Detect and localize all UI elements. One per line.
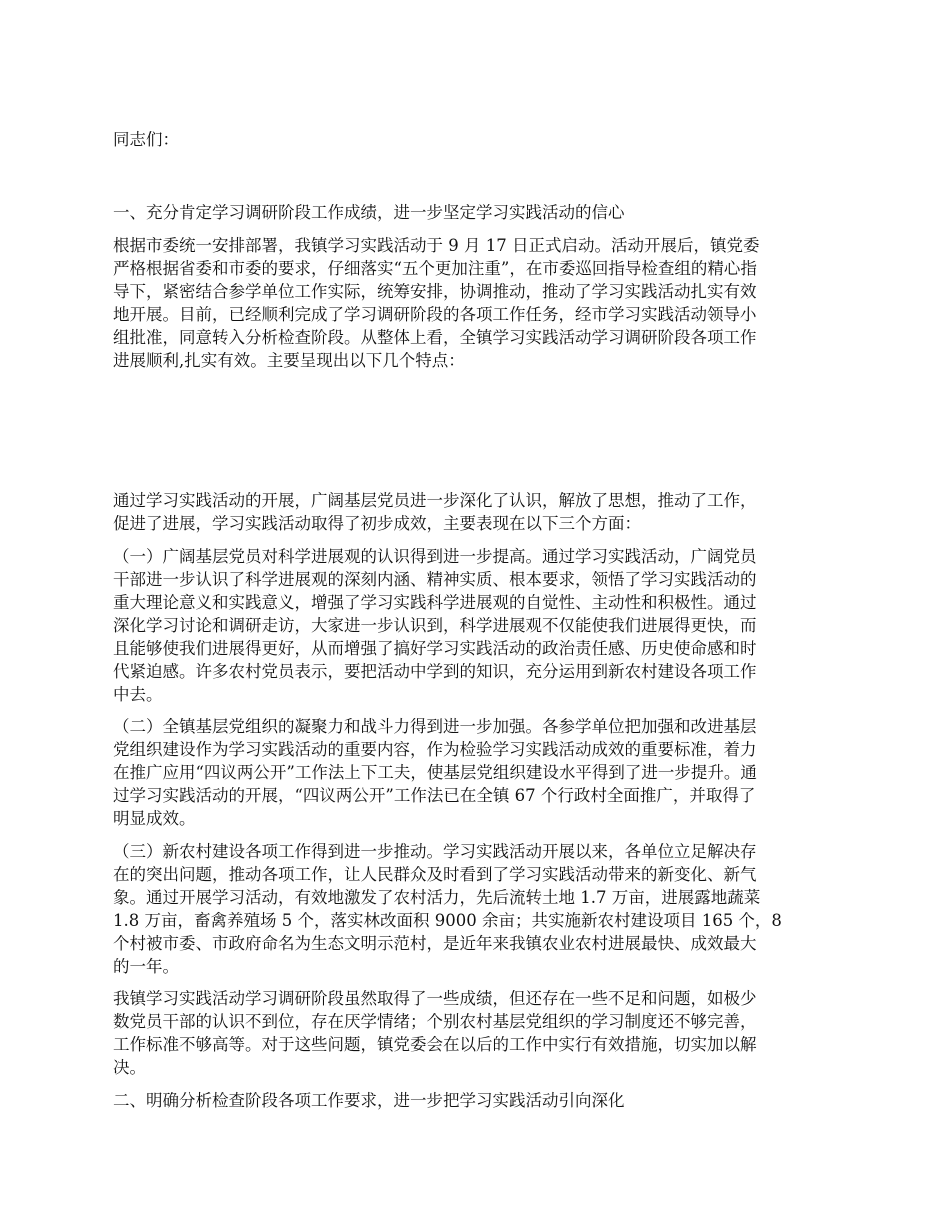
paragraph-line: 在推广应用“四议两公开”工作法上下工夫，使基层党组织建设水平得到了进一步提升。通 xyxy=(113,763,757,782)
paragraph-line: 且能够使我们进展得更好，从而增强了搞好学习实践活动的政治责任感、历史使命感和时 xyxy=(113,639,757,658)
paragraph-line: 组批准，同意转入分析检查阶段。从整体上看，全镇学习实践活动学习调研阶段各项工作 xyxy=(113,328,757,347)
paragraph-line: 干部进一步认识了科学进展观的深刻内涵、精神实质、根本要求，领悟了学习实践活动的 xyxy=(113,570,757,589)
salutation: 同志们： xyxy=(113,130,179,149)
paragraph-line: 明显成效。 xyxy=(113,809,196,828)
paragraph-line: 促进了进展，学习实践活动取得了初步成效，主要表现在以下三个方面： xyxy=(113,514,641,533)
paragraph-line: 在的突出问题，推动各项工作，让人民群众及时看到了学习实践活动带来的新变化、新气 xyxy=(113,865,757,884)
paragraph-line: 代紧迫感。许多农村党员表示，要把活动中学到的知识，充分运用到新农村建设各项工作 xyxy=(113,662,757,681)
paragraph-line: 决。 xyxy=(113,1058,146,1077)
section-heading-1: 一、充分肯定学习调研阶段工作成绩，进一步坚定学习实践活动的信心 xyxy=(113,203,625,222)
paragraph-line: 进展顺利,扎实有效。主要呈现出以下几个特点： xyxy=(113,351,465,370)
paragraph-line: 1.8 万亩，畜禽养殖场 5 个，落实林改面积 9000 余亩；共实施新农村建设项目 165 个，8 xyxy=(113,911,782,930)
paragraph-line: 通过学习实践活动的开展，广阔基层党员进一步深化了认识，解放了思想，推动了工作， xyxy=(113,491,757,510)
paragraph-line: （三）新农村建设各项工作得到进一步推动。学习实践活动开展以来，各单位立足解决存 xyxy=(113,842,757,861)
section-heading-2: 二、明确分析检查阶段各项工作要求，进一步把学习实践活动引向深化 xyxy=(113,1091,625,1110)
paragraph-line: 中去。 xyxy=(113,685,163,704)
paragraph-line: （二）全镇基层党组织的凝聚力和战斗力得到进一步加强。各参学单位把加强和改进基层 xyxy=(113,717,757,736)
paragraph-line: 导下，紧密结合参学单位工作实际，统筹安排，协调推动，推动了学习实践活动扎实有效 xyxy=(113,282,757,301)
paragraph-line: 重大理论意义和实践意义，增强了学习实践科学进展观的自觉性、主动性和积极性。通过 xyxy=(113,593,757,612)
paragraph-line: 严格根据省委和市委的要求，仔细落实“五个更加注重”，在市委巡回指导检查组的精心指 xyxy=(113,259,757,278)
paragraph-line: 个村被市委、市政府命名为生态文明示范村，是近年来我镇农业农村进展最快、成效最大 xyxy=(113,934,757,953)
paragraph-line: 地开展。目前，已经顺利完成了学习调研阶段的各项工作任务，经市学习实践活动领导小 xyxy=(113,305,757,324)
paragraph-line: 党组织建设作为学习实践活动的重要内容，作为检验学习实践活动成效的重要标准，着力 xyxy=(113,740,757,759)
paragraph-line: 我镇学习实践活动学习调研阶段虽然取得了一些成绩，但还存在一些不足和问题，如极少 xyxy=(113,989,757,1008)
paragraph-line: （一）广阔基层党员对科学进展观的认识得到进一步提高。通过学习实践活动，广阔党员 xyxy=(113,547,757,566)
paragraph-line: 工作标准不够高等。对于这些问题，镇党委会在以后的工作中实行有效措施，切实加以解 xyxy=(113,1035,757,1054)
paragraph-line: 数党员干部的认识不到位，存在厌学情绪；个别农村基层党组织的学习制度还不够完善， xyxy=(113,1012,757,1031)
paragraph-line: 过学习实践活动的开展，“四议两公开”工作法已在全镇 67 个行政村全面推广，并取得了 xyxy=(113,786,756,805)
paragraph-line: 根据市委统一安排部署，我镇学习实践活动于 9 月 17 日正式启动。活动开展后，镇党委 xyxy=(113,236,760,255)
paragraph-line: 深化学习讨论和调研走访，大家进一步认识到，科学进展观不仅能使我们进展得更快，而 xyxy=(113,616,757,635)
paragraph-line: 的一年。 xyxy=(113,957,179,976)
paragraph-line: 象。通过开展学习活动，有效地激发了农村活力，先后流转土地 1.7 万亩，进展露地蔬菜 xyxy=(113,888,761,907)
